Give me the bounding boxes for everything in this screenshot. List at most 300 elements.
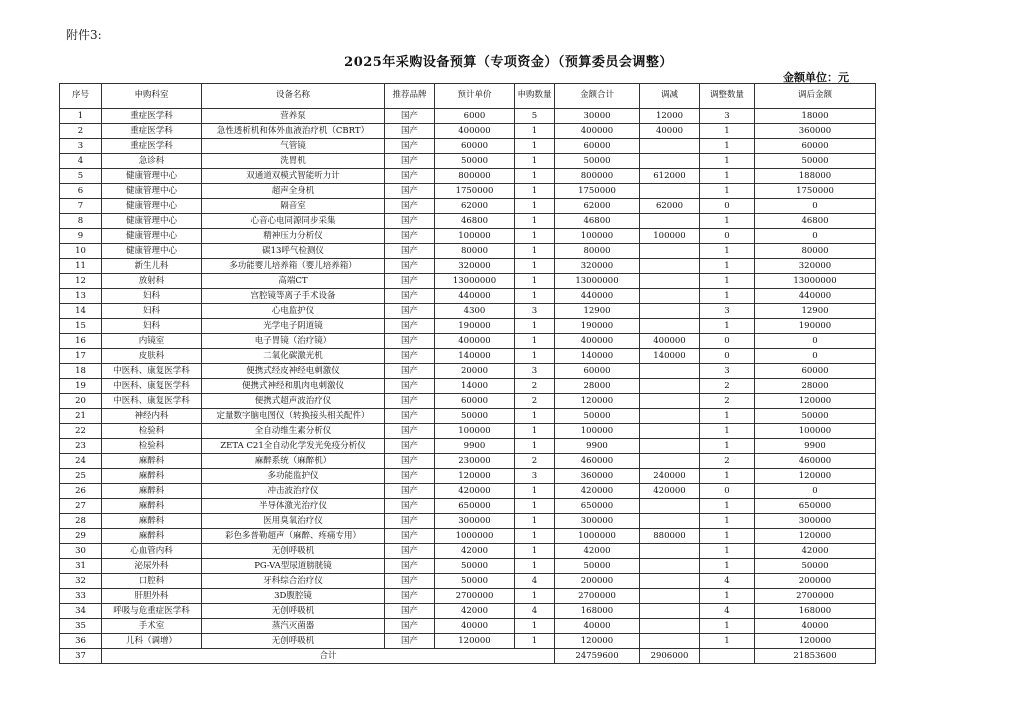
cell-price: 140000 [435,349,515,364]
cell-total: 400000 [555,124,640,139]
cell-brand: 国产 [385,559,435,574]
cell-total: 50000 [555,559,640,574]
cell-price: 62000 [435,199,515,214]
cell-dept: 妇科 [102,304,202,319]
cell-device: 全自动维生素分析仪 [202,424,385,439]
cell-brand: 国产 [385,229,435,244]
cell-seq: 8 [60,214,102,229]
cell-price: 6000 [435,109,515,124]
cell-price: 42000 [435,544,515,559]
cell-price: 14000 [435,379,515,394]
cell-price: 440000 [435,289,515,304]
header-adj-amount: 调后金额 [755,84,876,109]
cell-seq: 5 [60,169,102,184]
table-row [60,394,876,409]
cell-adj-qty: 1 [700,634,755,649]
cell-brand: 国产 [385,469,435,484]
cell-reduce [640,544,700,559]
cell-device: 便携式超声波治疗仪 [202,394,385,409]
cell-reduce: 40000 [640,124,700,139]
cell-total: 2700000 [555,589,640,604]
table-row [60,289,876,304]
cell-dept: 麻醉科 [102,499,202,514]
cell-device: 二氧化碳激光机 [202,349,385,364]
attachment-label: 附件3: [66,28,102,42]
cell-dept: 妇科 [102,289,202,304]
cell-price: 400000 [435,124,515,139]
cell-price: 9900 [435,439,515,454]
cell-device: 蒸汽灭菌器 [202,619,385,634]
cell-qty: 2 [515,454,555,469]
cell-qty: 1 [515,334,555,349]
cell-adj-amount: 120000 [755,394,876,409]
cell-brand: 国产 [385,514,435,529]
header-dept: 申购科室 [102,84,202,109]
cell-seq: 34 [60,604,102,619]
table-row [60,349,876,364]
cell-device: 精神压力分析仪 [202,229,385,244]
table-row [60,184,876,199]
cell-qty: 1 [515,154,555,169]
cell-brand: 国产 [385,379,435,394]
cell-adj-qty: 1 [700,439,755,454]
cell-reduce [640,184,700,199]
cell-seq: 20 [60,394,102,409]
cell-seq: 10 [60,244,102,259]
cell-qty: 1 [515,529,555,544]
cell-seq: 35 [60,619,102,634]
cell-dept: 放射科 [102,274,202,289]
cell-qty: 1 [515,499,555,514]
cell-seq: 22 [60,424,102,439]
cell-brand: 国产 [385,529,435,544]
cell-dept: 麻醉科 [102,484,202,499]
cell-total: 420000 [555,484,640,499]
cell-qty: 2 [515,394,555,409]
cell-seq: 18 [60,364,102,379]
cell-reduce [640,619,700,634]
cell-qty: 1 [515,544,555,559]
cell-adj-qty: 0 [700,229,755,244]
cell-device: 电子胃镜（治疗镜） [202,334,385,349]
cell-seq: 13 [60,289,102,304]
cell-adj-qty: 1 [700,244,755,259]
cell-adj-qty: 1 [700,529,755,544]
table-row [60,559,876,574]
cell-total: 168000 [555,604,640,619]
cell-price: 100000 [435,424,515,439]
table-row [60,514,876,529]
cell-price: 13000000 [435,274,515,289]
cell-total: 60000 [555,364,640,379]
cell-adj-qty: 1 [700,169,755,184]
cell-brand: 国产 [385,349,435,364]
table-row [60,469,876,484]
amount-unit-label: 金额单位：元 [783,71,849,84]
cell-seq: 12 [60,274,102,289]
cell-reduce [640,439,700,454]
total-adj-qty [700,649,755,664]
table-row [60,139,876,154]
table-row [60,199,876,214]
cell-device: 心电监护仪 [202,304,385,319]
cell-seq: 26 [60,484,102,499]
cell-device: 宫腔镜等离子手术设备 [202,289,385,304]
cell-total: 460000 [555,454,640,469]
cell-device: 心音心电同源同步采集 [202,214,385,229]
cell-qty: 1 [515,289,555,304]
cell-device: ZETA C21全自动化学发光免疫分析仪 [202,439,385,454]
cell-reduce [640,379,700,394]
cell-price: 4300 [435,304,515,319]
table-row [60,124,876,139]
cell-dept: 健康管理中心 [102,214,202,229]
cell-brand: 国产 [385,409,435,424]
cell-device: 便携式经皮神经电刺激仪 [202,364,385,379]
cell-brand: 国产 [385,124,435,139]
cell-brand: 国产 [385,574,435,589]
cell-brand: 国产 [385,604,435,619]
cell-total: 190000 [555,319,640,334]
cell-brand: 国产 [385,394,435,409]
header-device: 设备名称 [202,84,385,109]
cell-brand: 国产 [385,289,435,304]
cell-device: 麻醉系统（麻醉机） [202,454,385,469]
cell-price: 42000 [435,604,515,619]
cell-reduce [640,304,700,319]
cell-device: 3D腹腔镜 [202,589,385,604]
cell-device: 高端CT [202,274,385,289]
cell-adj-amount: 440000 [755,289,876,304]
cell-adj-amount: 9900 [755,439,876,454]
cell-price: 650000 [435,499,515,514]
cell-adj-qty: 1 [700,154,755,169]
cell-adj-amount: 200000 [755,574,876,589]
cell-price: 300000 [435,514,515,529]
cell-seq: 3 [60,139,102,154]
cell-adj-amount: 60000 [755,364,876,379]
cell-reduce [640,214,700,229]
cell-dept: 麻醉科 [102,514,202,529]
cell-adj-amount: 13000000 [755,274,876,289]
cell-seq: 24 [60,454,102,469]
cell-adj-amount: 12900 [755,304,876,319]
cell-seq: 16 [60,334,102,349]
cell-price: 100000 [435,229,515,244]
cell-adj-qty: 1 [700,544,755,559]
cell-reduce [640,244,700,259]
cell-price: 50000 [435,574,515,589]
header-brand: 推荐品牌 [385,84,435,109]
cell-adj-amount: 190000 [755,319,876,334]
cell-adj-amount: 1750000 [755,184,876,199]
cell-dept: 麻醉科 [102,454,202,469]
cell-adj-qty: 3 [700,364,755,379]
header-adj-qty: 调整数量 [700,84,755,109]
cell-device: 营养泵 [202,109,385,124]
cell-price: 800000 [435,169,515,184]
cell-reduce [640,259,700,274]
cell-reduce: 12000 [640,109,700,124]
cell-adj-amount: 360000 [755,124,876,139]
cell-device: 牙科综合治疗仪 [202,574,385,589]
table-row [60,619,876,634]
cell-qty: 1 [515,559,555,574]
cell-total: 360000 [555,469,640,484]
table-row [60,574,876,589]
cell-seq: 27 [60,499,102,514]
cell-device: 半导体激光治疗仪 [202,499,385,514]
cell-adj-qty: 1 [700,259,755,274]
cell-qty: 1 [515,424,555,439]
cell-qty: 3 [515,364,555,379]
cell-adj-qty: 1 [700,409,755,424]
cell-adj-amount: 80000 [755,244,876,259]
cell-reduce [640,574,700,589]
cell-seq: 21 [60,409,102,424]
table-row [60,409,876,424]
cell-adj-amount: 650000 [755,499,876,514]
cell-device: 医用臭氧治疗仪 [202,514,385,529]
table-row [60,334,876,349]
cell-seq: 32 [60,574,102,589]
cell-seq: 2 [60,124,102,139]
cell-adj-amount: 46800 [755,214,876,229]
cell-device: PG-VA型尿道膀胱镜 [202,559,385,574]
cell-total: 46800 [555,214,640,229]
cell-price: 420000 [435,484,515,499]
cell-seq: 30 [60,544,102,559]
cell-price: 50000 [435,409,515,424]
cell-qty: 1 [515,139,555,154]
cell-adj-amount: 50000 [755,409,876,424]
table-row [60,604,876,619]
cell-reduce [640,139,700,154]
cell-dept: 重症医学科 [102,109,202,124]
cell-adj-amount: 28000 [755,379,876,394]
cell-qty: 1 [515,184,555,199]
cell-dept: 呼吸与危重症医学科 [102,604,202,619]
cell-seq: 11 [60,259,102,274]
cell-device: 光学电子阴道镜 [202,319,385,334]
cell-brand: 国产 [385,319,435,334]
cell-adj-qty: 1 [700,424,755,439]
cell-total: 800000 [555,169,640,184]
cell-device: 双通道双模式智能听力计 [202,169,385,184]
cell-reduce [640,424,700,439]
table-row [60,154,876,169]
cell-price: 46800 [435,214,515,229]
cell-dept: 新生儿科 [102,259,202,274]
cell-price: 120000 [435,469,515,484]
cell-device: 碳13呼气检测仪 [202,244,385,259]
cell-seq: 15 [60,319,102,334]
cell-brand: 国产 [385,304,435,319]
table-row [60,214,876,229]
cell-price: 1000000 [435,529,515,544]
cell-adj-amount: 100000 [755,424,876,439]
cell-brand: 国产 [385,139,435,154]
table-row [60,544,876,559]
cell-brand: 国产 [385,424,435,439]
cell-total: 100000 [555,229,640,244]
cell-brand: 国产 [385,154,435,169]
cell-reduce [640,589,700,604]
cell-device: 定量数字脑电图仪（转换接头相关配件） [202,409,385,424]
cell-total: 30000 [555,109,640,124]
cell-qty: 3 [515,304,555,319]
cell-price: 60000 [435,139,515,154]
cell-seq: 28 [60,514,102,529]
cell-adj-qty: 2 [700,454,755,469]
cell-adj-amount: 0 [755,229,876,244]
table-row [60,529,876,544]
cell-adj-amount: 50000 [755,559,876,574]
cell-adj-qty: 1 [700,499,755,514]
cell-seq: 7 [60,199,102,214]
cell-total: 200000 [555,574,640,589]
cell-qty: 1 [515,439,555,454]
cell-adj-qty: 0 [700,349,755,364]
cell-reduce: 880000 [640,529,700,544]
table-row [60,589,876,604]
cell-adj-qty: 2 [700,379,755,394]
cell-total: 650000 [555,499,640,514]
table-row [60,439,876,454]
table-row [60,169,876,184]
cell-qty: 1 [515,634,555,649]
cell-qty: 1 [515,514,555,529]
cell-qty: 3 [515,469,555,484]
cell-total: 140000 [555,349,640,364]
cell-device: 洗胃机 [202,154,385,169]
cell-total: 28000 [555,379,640,394]
cell-reduce [640,364,700,379]
cell-dept: 手术室 [102,619,202,634]
cell-dept: 检验科 [102,424,202,439]
cell-brand: 国产 [385,544,435,559]
cell-seq: 14 [60,304,102,319]
cell-adj-qty: 1 [700,139,755,154]
cell-total: 40000 [555,619,640,634]
cell-qty: 1 [515,244,555,259]
cell-adj-amount: 120000 [755,634,876,649]
cell-qty: 1 [515,274,555,289]
cell-brand: 国产 [385,169,435,184]
cell-total: 300000 [555,514,640,529]
table-row [60,274,876,289]
cell-qty: 2 [515,379,555,394]
cell-dept: 检验科 [102,439,202,454]
cell-total: 42000 [555,544,640,559]
cell-qty: 1 [515,169,555,184]
header-qty: 申购数量 [515,84,555,109]
cell-total: 440000 [555,289,640,304]
cell-total: 60000 [555,139,640,154]
cell-adj-qty: 1 [700,619,755,634]
cell-price: 80000 [435,244,515,259]
cell-qty: 1 [515,124,555,139]
cell-device: 超声全身机 [202,184,385,199]
cell-device: 气管镜 [202,139,385,154]
table-row [60,229,876,244]
cell-adj-qty: 1 [700,319,755,334]
cell-qty: 1 [515,409,555,424]
total-seq: 37 [60,649,102,664]
cell-dept: 麻醉科 [102,469,202,484]
cell-total: 320000 [555,259,640,274]
cell-reduce [640,409,700,424]
cell-qty: 5 [515,109,555,124]
total-label: 合计 [102,649,555,664]
cell-adj-qty: 1 [700,589,755,604]
table-row [60,424,876,439]
cell-total: 120000 [555,394,640,409]
cell-qty: 1 [515,214,555,229]
cell-adj-amount: 40000 [755,619,876,634]
cell-adj-amount: 0 [755,349,876,364]
cell-total: 13000000 [555,274,640,289]
cell-adj-qty: 4 [700,574,755,589]
cell-qty: 1 [515,259,555,274]
cell-price: 2700000 [435,589,515,604]
cell-adj-amount: 168000 [755,604,876,619]
cell-dept: 泌尿外科 [102,559,202,574]
cell-seq: 4 [60,154,102,169]
total-row [60,649,876,664]
cell-device: 无创呼吸机 [202,634,385,649]
cell-seq: 9 [60,229,102,244]
cell-reduce [640,514,700,529]
cell-adj-qty: 1 [700,274,755,289]
cell-dept: 健康管理中心 [102,244,202,259]
cell-dept: 皮肤科 [102,349,202,364]
cell-adj-amount: 2700000 [755,589,876,604]
cell-device: 无创呼吸机 [202,604,385,619]
cell-brand: 国产 [385,184,435,199]
cell-reduce: 400000 [640,334,700,349]
cell-adj-qty: 1 [700,124,755,139]
cell-seq: 33 [60,589,102,604]
cell-price: 40000 [435,619,515,634]
cell-adj-amount: 50000 [755,154,876,169]
cell-adj-qty: 1 [700,514,755,529]
cell-total: 400000 [555,334,640,349]
cell-adj-amount: 188000 [755,169,876,184]
cell-dept: 口腔科 [102,574,202,589]
cell-brand: 国产 [385,454,435,469]
cell-seq: 19 [60,379,102,394]
header-seq: 序号 [60,84,102,109]
header-reduce: 调减 [640,84,700,109]
cell-brand: 国产 [385,619,435,634]
cell-adj-amount: 0 [755,334,876,349]
cell-reduce: 420000 [640,484,700,499]
cell-device: 多功能监护仪 [202,469,385,484]
cell-device: 急性透析机和体外血液治疗机（CBRT） [202,124,385,139]
cell-seq: 23 [60,439,102,454]
cell-brand: 国产 [385,199,435,214]
table-row [60,319,876,334]
cell-adj-qty: 0 [700,334,755,349]
cell-brand: 国产 [385,634,435,649]
cell-reduce: 240000 [640,469,700,484]
cell-seq: 25 [60,469,102,484]
cell-seq: 1 [60,109,102,124]
cell-brand: 国产 [385,259,435,274]
cell-reduce [640,604,700,619]
budget-table [59,83,876,664]
